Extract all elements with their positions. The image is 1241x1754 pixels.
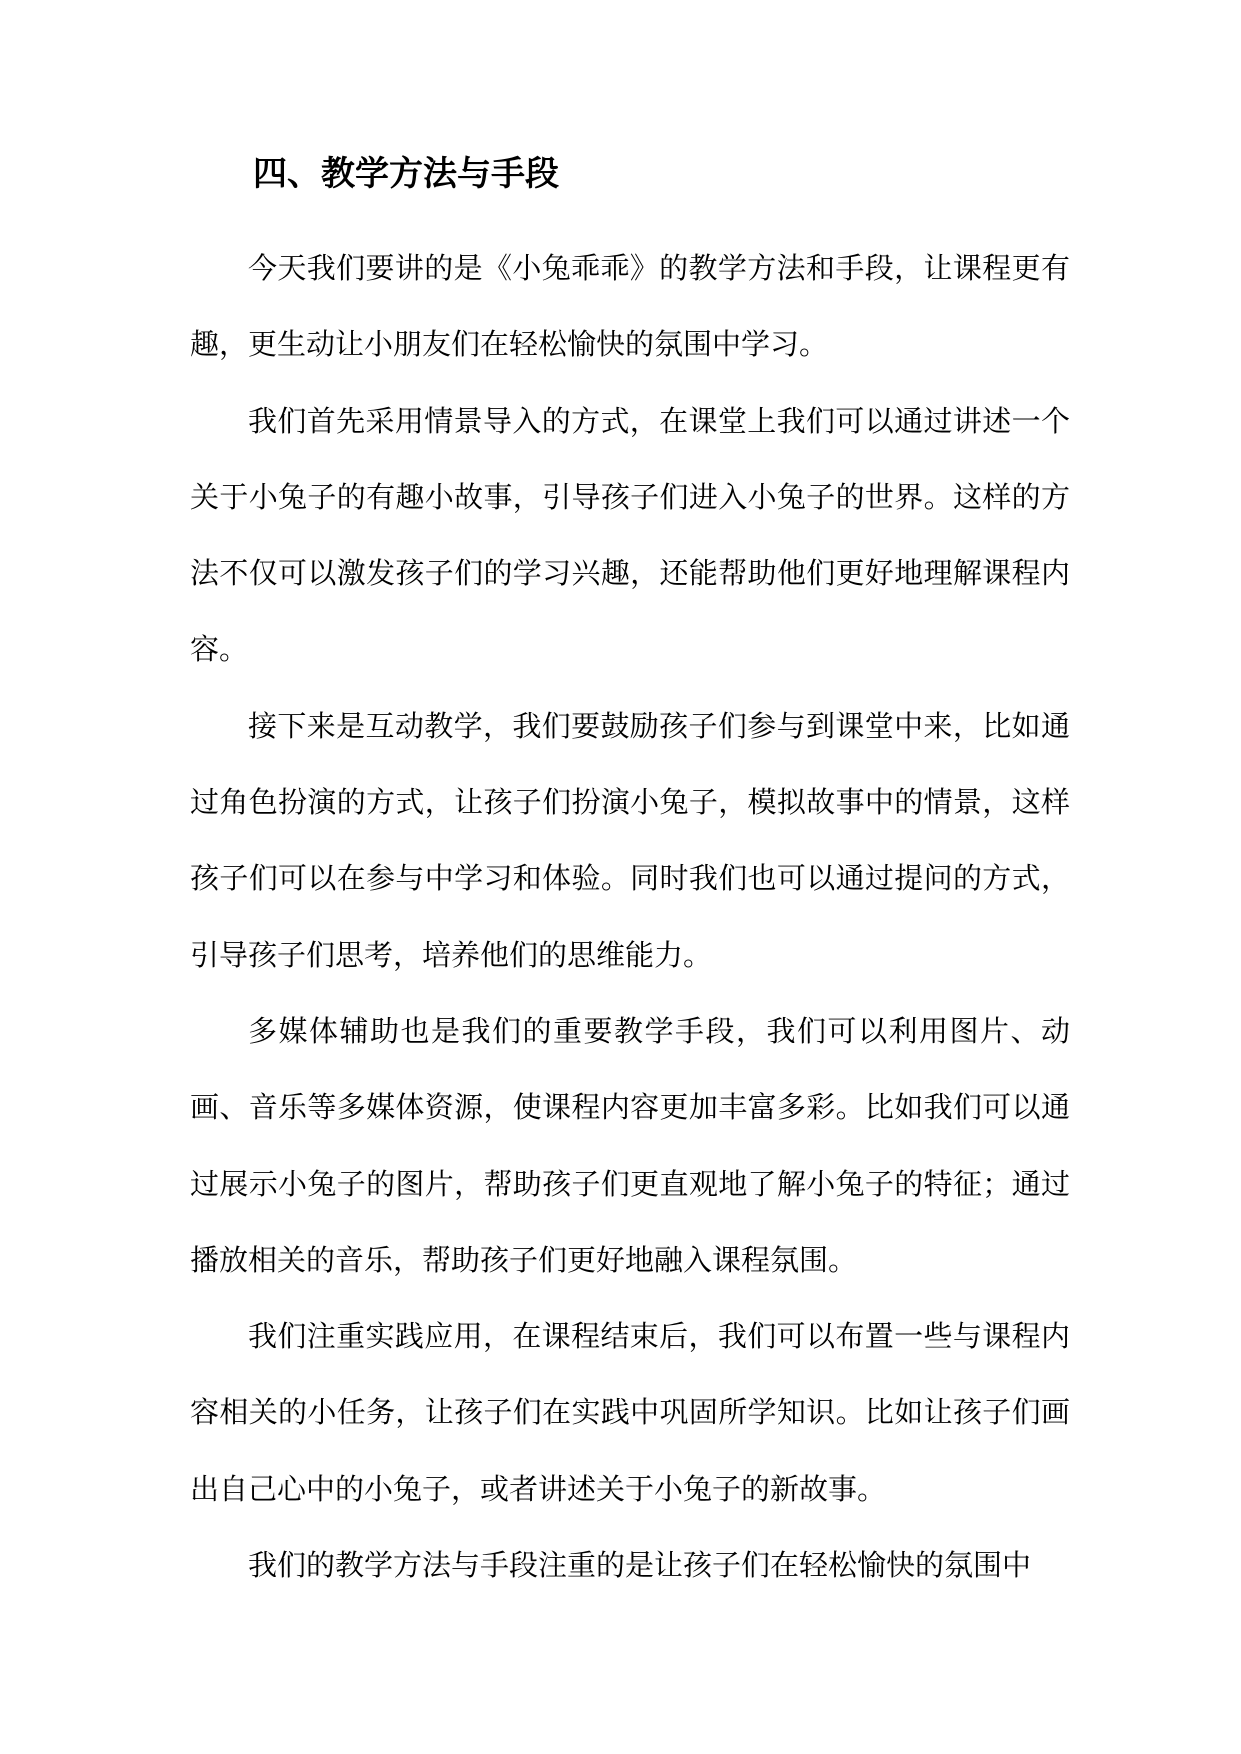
paragraph-intro: 今天我们要讲的是《小兔乖乖》的教学方法和手段，让课程更有趣，更生动让小朋友们在轻松愉快的氛围中学习。 [190,251,1070,362]
paragraph-scenario-introduction: 我们首先采用情景导入的方式，在课堂上我们可以通过讲述一个关于小兔子的有趣小故事，引导孩子们进入小兔子的世界。这样的方法不仅可以激发孩子们的学习兴趣，还能帮助他们更好地理解课程内容。 [190,403,1070,667]
document-body [190,230,1070,1603]
paragraph-summary: 我们的教学方法与手段注重的是让孩子们在轻松愉快的氛围中 [248,1548,1032,1583]
section-heading: 四、教学方法与手段 [253,154,559,194]
paragraph-practice: 我们注重实践应用，在课程结束后，我们可以布置一些与课程内容相关的小任务，让孩子们在实践中巩固所学知识。比如让孩子们画出自己心中的小兔子，或者讲述关于小兔子的新故事。 [190,1319,1070,1506]
paragraph-multimedia: 多媒体辅助也是我们的重要教学手段，我们可以利用图片、动画、音乐等多媒体资源，使课程内容更加丰富多彩。比如我们可以通过展示小兔子的图片，帮助孩子们更直观地了解小兔子的特征；通过播放相关的音乐，帮助孩子们更好地融入课程氛围。 [190,1013,1070,1277]
paragraph-interactive-teaching: 接下来是互动教学，我们要鼓励孩子们参与到课堂中来，比如通过角色扮演的方式，让孩子们扮演小兔子，模拟故事中的情景，这样孩子们可以在参与中学习和体验。同时我们也可以通过提问的方式，引导孩子们思考，培养他们的思维能力。 [190,708,1070,972]
